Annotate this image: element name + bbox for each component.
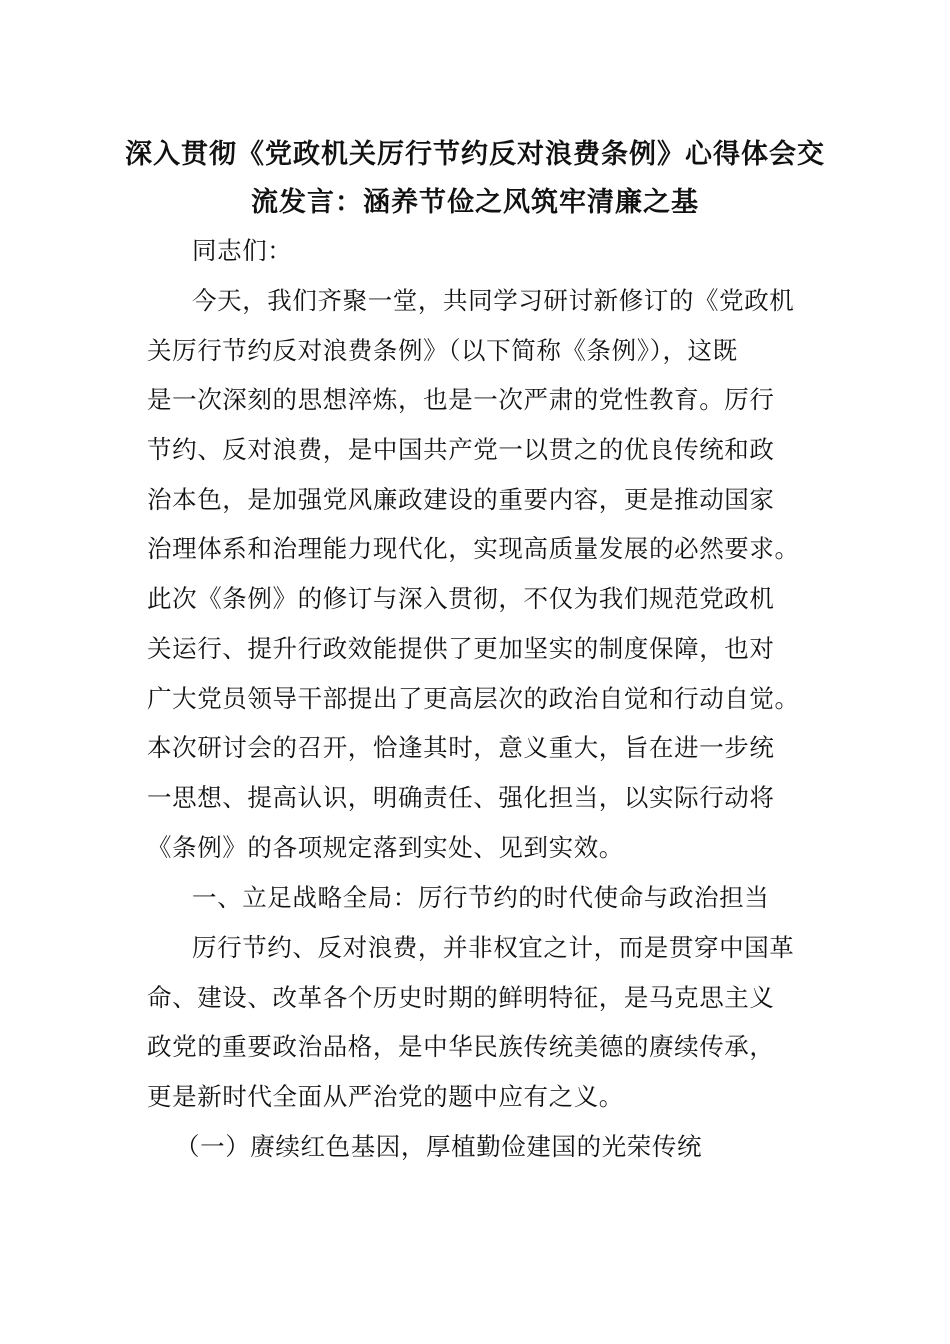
document-title-line-2: 流发言：涵养节俭之风筑牢清廉之基 [251, 187, 699, 218]
section-heading-1 [147, 873, 807, 923]
subsection-heading-text: （一）赓续红色基因，厚植勤俭建国的光荣传统 [175, 1132, 703, 1161]
paragraph-line: 今天，我们齐聚一堂，共同学习研讨新修订的《党政机 [192, 286, 795, 315]
paragraph-line: 《条例》的各项规定落到实处、见到实效。 [147, 832, 624, 862]
paragraph-line: 更是新时代全面从严治党的题中应有之义。 [147, 1082, 624, 1112]
paragraph-line: 一思想、提高认识，明确责任、强化担当，以实际行动将 [147, 782, 775, 812]
paragraph-line: 是一次深刻的思想淬炼，也是一次严肃的党性教育。厉行 [147, 385, 775, 415]
paragraph-section-1 [147, 923, 807, 1122]
greeting-text: 同志们： [192, 236, 293, 265]
paragraph-line: 治理体系和治理能力现代化，实现高质量发展的必然要求。 [147, 534, 800, 564]
paragraph-line: 厉行节约、反对浪费，并非权宜之计，而是贯穿中国革 [192, 933, 795, 962]
subsection-heading-1 [147, 1122, 807, 1172]
paragraph-line: 关运行、提升行政效能提供了更加坚实的制度保障，也对 [147, 633, 775, 663]
paragraph-line: 节约、反对浪费，是中国共产党一以贯之的优良传统和政 [147, 435, 775, 465]
paragraph-intro [147, 276, 807, 872]
paragraph-line: 关厉行节约反对浪费条例》（以下简称《条例》），这既 [147, 335, 738, 365]
greeting [147, 226, 807, 276]
paragraph-line: 命、建设、改革各个历史时期的鲜明特征，是马克思主义 [147, 982, 775, 1012]
paragraph-line: 本次研讨会的召开，恰逢其时，意义重大，旨在进一步统 [147, 733, 775, 763]
document-title-line-1: 深入贯彻《党政机关厉行节约反对浪费条例》心得体会交 [125, 139, 825, 170]
paragraph-line: 治本色，是加强党风廉政建设的重要内容，更是推动国家 [147, 484, 775, 514]
section-heading-text: 一、立足战略全局：厉行节约的时代使命与政治担当 [192, 883, 770, 912]
paragraph-line: 此次《条例》的修订与深入贯彻，不仅为我们规范党政机 [147, 584, 775, 614]
paragraph-line: 政党的重要政治品格，是中华民族传统美德的赓续传承， [147, 1032, 775, 1062]
paragraph-line: 广大党员领导干部提出了更高层次的政治自觉和行动自觉。 [147, 683, 800, 713]
